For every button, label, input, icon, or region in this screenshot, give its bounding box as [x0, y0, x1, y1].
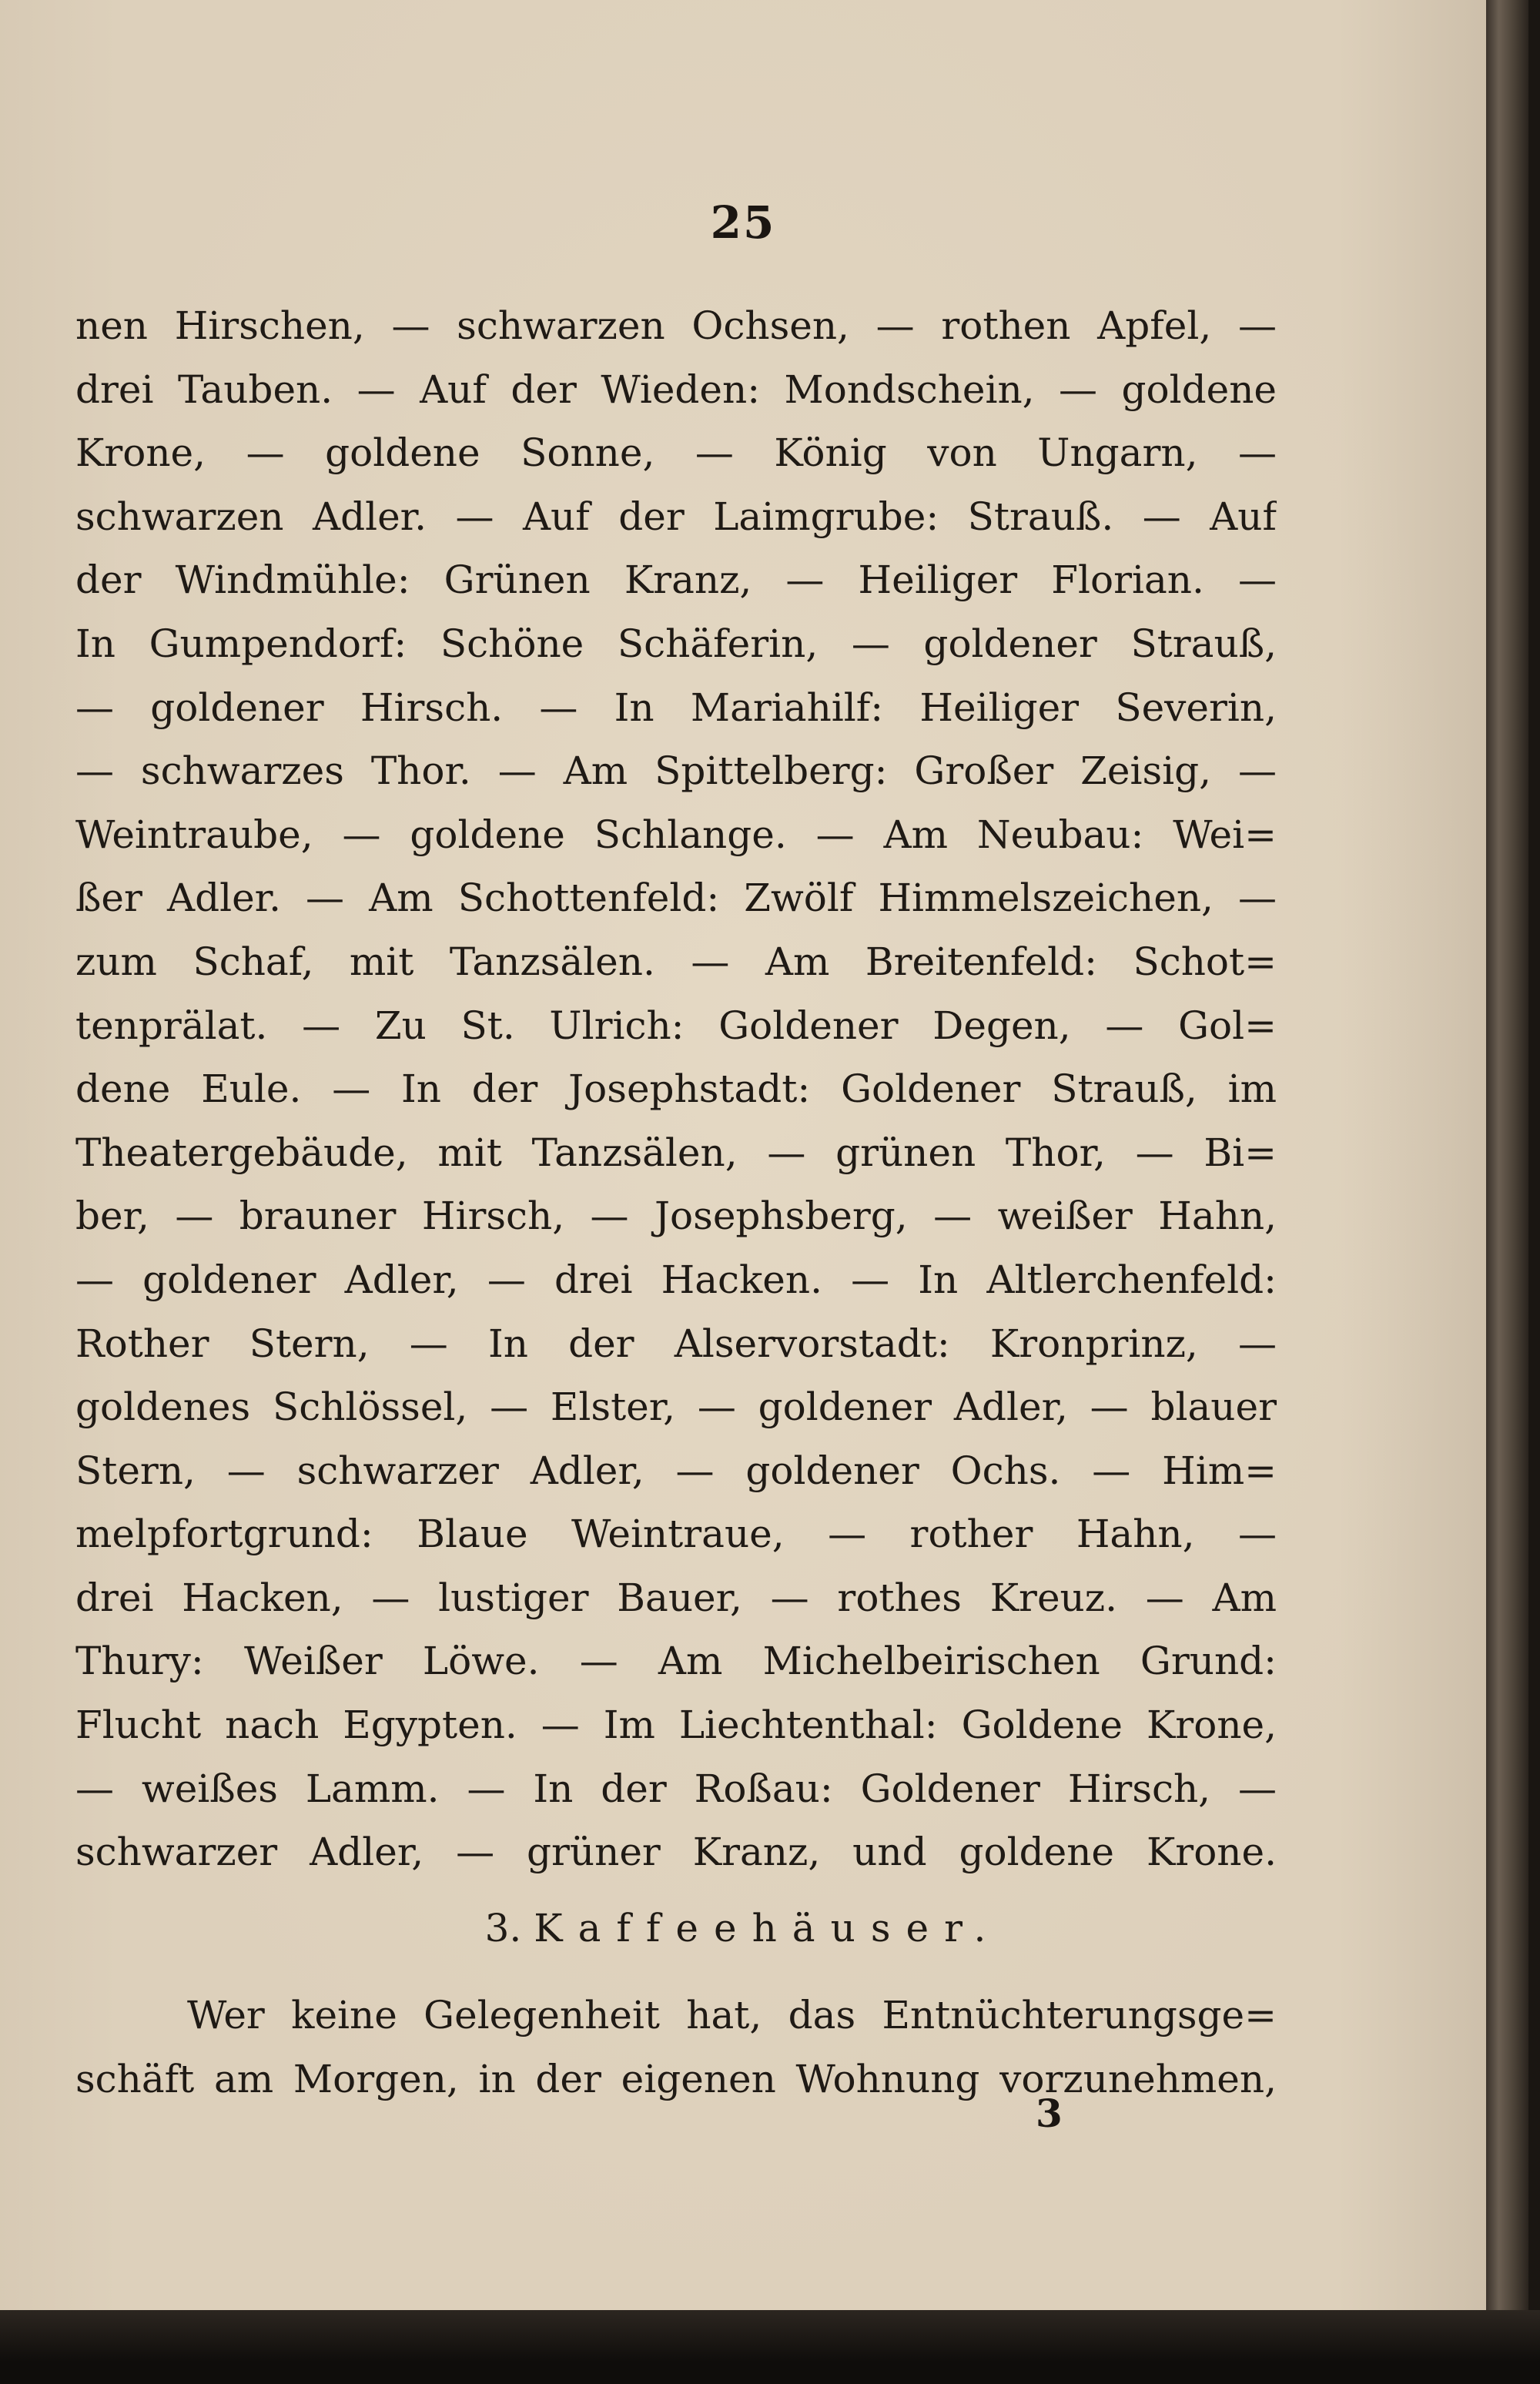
- text-line: schwarzen Adler. — Auf der Laimgrube: Strauß. — Auf: [75, 494, 1277, 539]
- text-line: — goldener Adler, — drei Hacken. — In Altlerchenfeld:: [75, 1257, 1277, 1302]
- text-line: — weißes Lamm. — In der Roßau: Goldener Hirsch, —: [75, 1766, 1277, 1811]
- section-title: Kaffeehäuser.: [534, 1906, 1002, 1950]
- scan-background: [0, 2310, 1540, 2384]
- text-line: Rother Stern, — In der Alservorstadt: Kronprinz, —: [75, 1321, 1277, 1366]
- text-line: — schwarzes Thor. — Am Spittelberg: Großer Zeisig, —: [75, 748, 1277, 794]
- text-line: dene Eule. — In der Josephstadt: Goldener Strauß, im: [75, 1066, 1277, 1112]
- text-line: ßer Adler. — Am Schottenfeld: Zwölf Himmelszeichen, —: [75, 876, 1277, 921]
- paragraph-text: [75, 1984, 1277, 2111]
- body-text: [75, 294, 1277, 1884]
- section-number: 3.: [484, 1906, 522, 1950]
- text-line: Thury: Weißer Löwe. — Am Michelbeirischen Grund:: [75, 1639, 1277, 1684]
- text-line: tenprälat. — Zu St. Ulrich: Goldener Degen, — Gol=: [75, 1003, 1277, 1048]
- text-line: nen Hirschen, — schwarzen Ochsen, — rothen Apfel, —: [75, 303, 1277, 348]
- text-line: schwarzer Adler, — grüner Kranz, und goldene Krone.: [75, 1830, 1277, 1875]
- text-line: der Windmühle: Grünen Kranz, — Heiliger Florian. —: [75, 557, 1277, 603]
- text-line: drei Hacken, — lustiger Bauer, — rothes Kreuz. — Am: [75, 1575, 1277, 1620]
- text-line: — goldener Hirsch. — In Mariahilf: Heiliger Severin,: [75, 685, 1277, 730]
- text-line: Flucht nach Egypten. — Im Liechtenthal: Goldene Krone,: [75, 1703, 1277, 1748]
- text-line: Weintraube, — goldene Schlange. — Am Neubau: Wei=: [75, 812, 1277, 857]
- text-line: schäft am Morgen, in der eigenen Wohnung vorzunehmen,: [75, 2056, 1277, 2101]
- text-line: Wer keine Gelegenheit hat, das Entnüchterungsge=: [187, 1993, 1277, 2037]
- text-line: Stern, — schwarzer Adler, — goldener Ochs. — Him=: [75, 1448, 1277, 1493]
- text-line: zum Schaf, mit Tanzsälen. — Am Breitenfeld: Schot=: [75, 939, 1277, 984]
- page-number: 25: [710, 196, 776, 249]
- text-line: ber, — brauner Hirsch, — Josephsberg, — weißer Hahn,: [75, 1194, 1277, 1239]
- section-heading: [0, 1906, 1486, 1950]
- text-line: drei Tauben. — Auf der Wieden: Mondschein, — goldene: [75, 367, 1277, 412]
- text-line: In Gumpendorf: Schöne Schäferin, — goldener Strauß,: [75, 621, 1277, 666]
- signature-mark: 3: [1036, 2091, 1063, 2136]
- book-page-edge: [1486, 0, 1528, 2341]
- text-line: melpfortgrund: Blaue Weintraue, — rother Hahn, —: [75, 1512, 1277, 1557]
- text-line: Theatergebäude, mit Tanzsälen, — grünen Thor, — Bi=: [75, 1130, 1277, 1175]
- text-line: goldenes Schlössel, — Elster, — goldener Adler, — blauer: [75, 1385, 1277, 1430]
- book-spine-shadow: [1528, 0, 1540, 2384]
- text-line: Krone, — goldene Sonne, — König von Ungarn, —: [75, 430, 1277, 476]
